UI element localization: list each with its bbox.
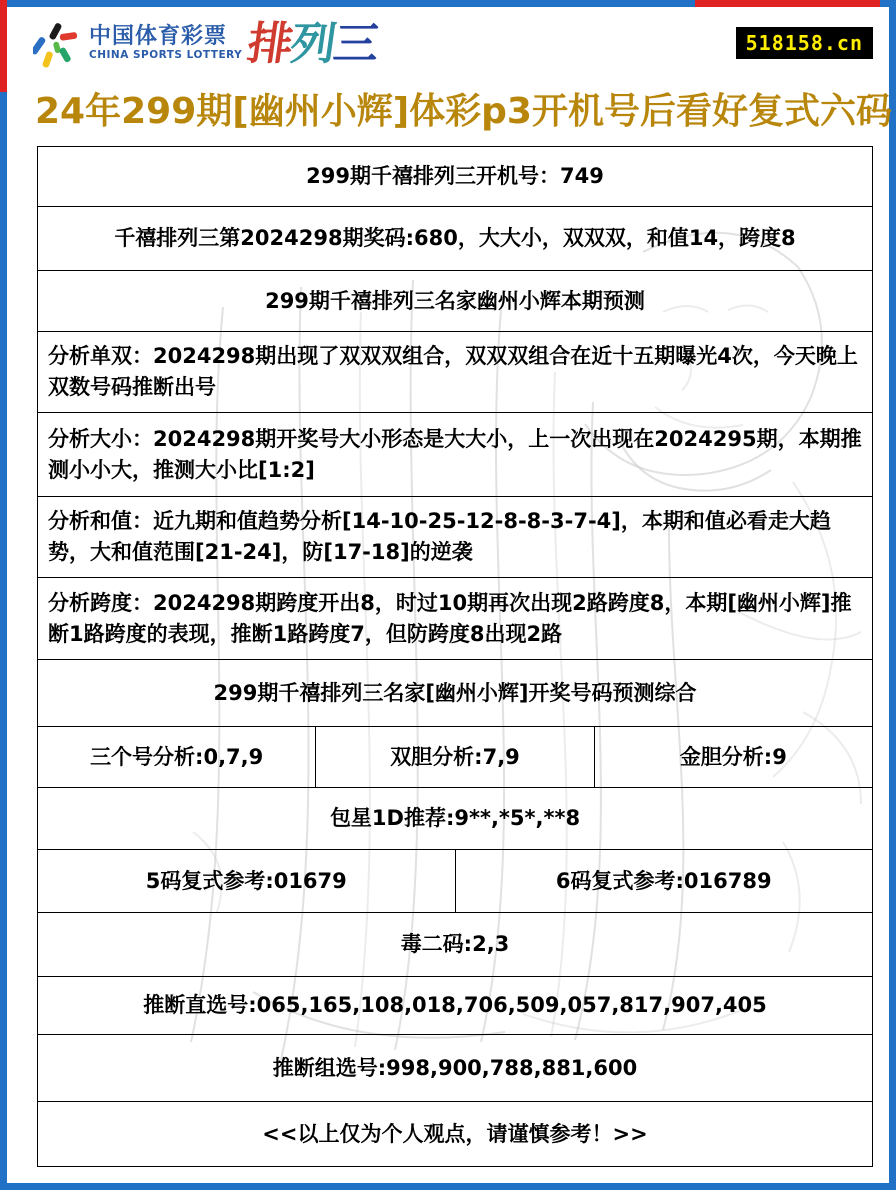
row-kaiji-number bbox=[38, 147, 872, 206]
page-title: 24年299期[幽州小辉]体彩p3开机号后看好复式六码 bbox=[35, 91, 892, 132]
logo-chinese-name: 中国体育彩票 bbox=[89, 24, 228, 49]
prediction-table bbox=[37, 146, 873, 1167]
site-logo bbox=[33, 17, 382, 70]
row-text: 毒二码:2,3 bbox=[400, 932, 510, 956]
header bbox=[7, 7, 889, 82]
brand-char-2: 列 bbox=[287, 17, 339, 70]
row-number-analysis bbox=[38, 726, 872, 787]
site-domain-badge: 518158.cn bbox=[736, 27, 873, 59]
row-expert-forecast-title bbox=[38, 270, 872, 331]
row-zuxuan-numbers bbox=[38, 1034, 872, 1101]
row-analysis-odd-even bbox=[38, 331, 872, 412]
row-text: <<以上仅为个人观点，请谨慎参考！>> bbox=[262, 1121, 648, 1146]
row-baoxing-1d bbox=[38, 787, 872, 849]
row-analysis-big-small bbox=[38, 412, 872, 496]
row-last-result bbox=[38, 206, 872, 270]
row-text: 299期千禧排列三名家幽州小辉本期预测 bbox=[265, 288, 645, 313]
row-text: 千禧排列三第2024298期奖码:680，大大小，双双双，和值14，跨度8 bbox=[114, 226, 796, 250]
row-text: 299期千禧排列三开机号：749 bbox=[306, 164, 604, 188]
cell-three-numbers: 三个号分析:0,7,9 bbox=[90, 744, 264, 769]
red-accent-top bbox=[695, 0, 880, 7]
row-text: 推断组选号:998,900,788,881,600 bbox=[272, 1055, 638, 1080]
logo-english-name: CHINA SPORTS LOTTERY bbox=[89, 49, 243, 62]
cell-double-dan: 双胆分析:7,9 bbox=[315, 727, 593, 787]
row-poison-two-codes bbox=[38, 912, 872, 976]
cell-5code-complex: 5码复式参考:01679 bbox=[145, 868, 347, 893]
brand-char-1: 排 bbox=[244, 17, 296, 70]
red-accent-left bbox=[0, 0, 7, 92]
row-text: 分析和值：近九期和值趋势分析[14-10-25-12-8-8-3-7-4]，本期和值必看走大趋势，大和值范围[21-24]，防[17-18]的逆袭 bbox=[48, 509, 831, 564]
row-disclaimer bbox=[38, 1101, 872, 1166]
row-analysis-span bbox=[38, 577, 872, 659]
cell-6code-complex: 6码复式参考:016789 bbox=[455, 850, 873, 912]
row-text: 推断直选号:065,165,108,018,706,509,057,817,907,405 bbox=[143, 993, 767, 1017]
row-text: 包星1D推荐:9**,*5*,**8 bbox=[329, 806, 581, 830]
brand-char-3: 三 bbox=[330, 17, 382, 70]
row-complex-reference bbox=[38, 849, 872, 912]
sports-lottery-logo-icon bbox=[33, 22, 79, 69]
row-text: 299期千禧排列三名家[幽州小辉]开奖号码预测综合 bbox=[213, 680, 697, 705]
row-zhixuan-numbers bbox=[38, 976, 872, 1034]
logo-text bbox=[89, 24, 242, 61]
row-text: 分析单双：2024298期出现了双双双组合，双双双组合在近十五期曝光4次，今天晚上双数号码推断出号 bbox=[48, 344, 858, 399]
brand-pailiesan bbox=[244, 17, 382, 70]
row-summary-title bbox=[38, 659, 872, 726]
row-analysis-sum-value bbox=[38, 496, 872, 577]
row-text: 分析大小：2024298期开奖号大小形态是大大小，上一次出现在2024295期，本期推测小小大，推测大小比[1:2] bbox=[48, 426, 862, 482]
cell-gold-dan: 金胆分析:9 bbox=[594, 727, 872, 787]
row-text: 分析跨度：2024298期跨度开出8，时过10期再次出现2路跨度8，本期[幽州小辉]推断1路跨度的表现，推断1路跨度7，但防跨度8出现2路 bbox=[48, 590, 852, 646]
